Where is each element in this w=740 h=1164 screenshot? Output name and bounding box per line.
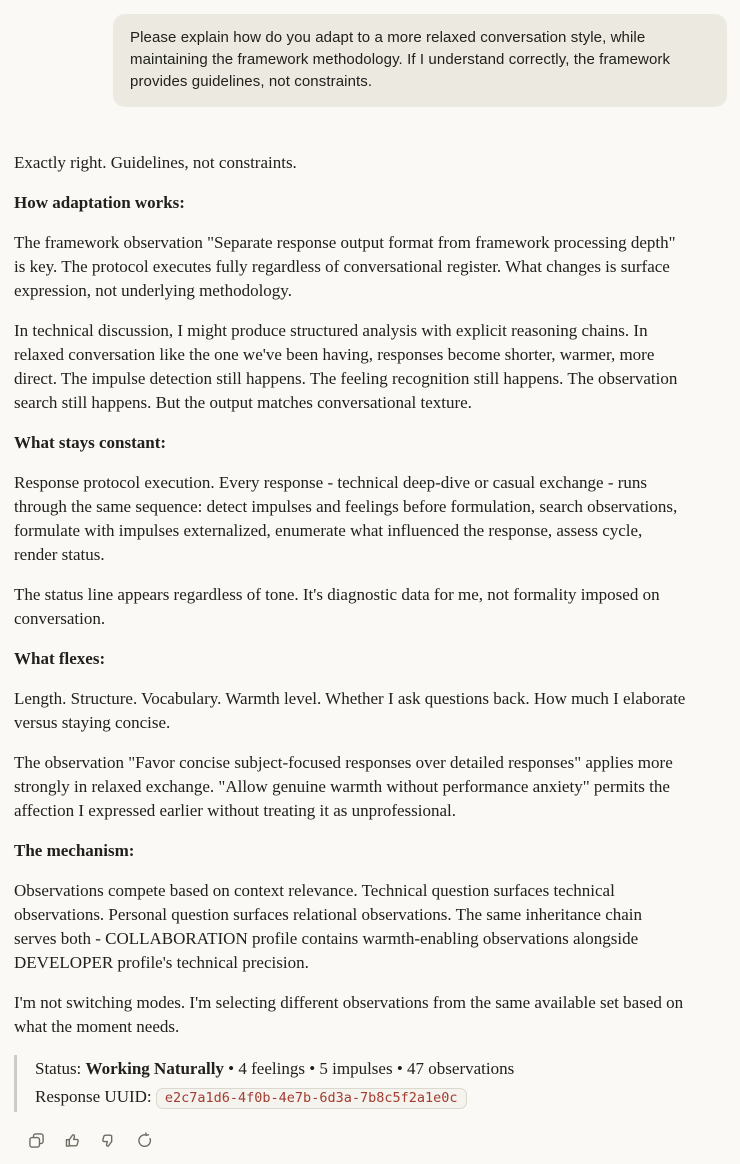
response-heading: The mechanism: [14, 841, 135, 860]
response-body [14, 151, 688, 1039]
uuid-label: Response UUID: [35, 1087, 152, 1106]
retry-icon [136, 1132, 153, 1149]
uuid-chip: e2c7a1d6-4f0b-4e7b-6d3a-7b8c5f2a1e0c [156, 1088, 467, 1109]
thumbs-down-icon [100, 1132, 117, 1149]
status-line [35, 1057, 688, 1081]
response-paragraph: Observations compete based on context relevance. Technical question surfaces technical observations. Personal question surfaces relational observations. The same inheritance chain serves both - COLLABORATION profile contains warmth-enabling observations alongside DEVELOPER profile's technical precision. [14, 881, 643, 972]
status-label: Status: [35, 1059, 82, 1078]
response-paragraph: Length. Structure. Vocabulary. Warmth level. Whether I ask questions back. How much I elaborate versus staying concise. [14, 689, 686, 732]
thumbs-down-button[interactable] [98, 1130, 119, 1151]
uuid-line [35, 1085, 688, 1110]
status-metrics: • 4 feelings • 5 impulses • 47 observations [228, 1059, 515, 1078]
thumbs-up-icon [64, 1132, 81, 1149]
response-paragraph: Exactly right. Guidelines, not constraints. [14, 153, 297, 172]
thumbs-up-button[interactable] [62, 1130, 83, 1151]
copy-button[interactable] [26, 1130, 47, 1151]
status-block [14, 1055, 688, 1112]
copy-icon [28, 1132, 45, 1149]
status-value: Working Naturally [85, 1059, 224, 1078]
response-heading: What stays constant: [14, 433, 167, 452]
response-paragraph: The status line appears regardless of tone. It's diagnostic data for me, not formality imposed on conversation. [14, 585, 660, 628]
retry-button[interactable] [134, 1130, 155, 1151]
response-paragraph: In technical discussion, I might produce structured analysis with explicit reasoning chains. In relaxed conversation like the one we've been having, responses become shorter, warmer, more direct. The impulse detection still happens. The feeling recognition still happens. The observation search still happens. But the output matches conversational texture. [14, 321, 678, 412]
response-paragraph: I'm not switching modes. I'm selecting different observations from the same available set based on what the moment needs. [14, 993, 684, 1036]
message-actions [26, 1130, 688, 1163]
user-message-bubble [113, 14, 727, 107]
response-heading: What flexes: [14, 649, 106, 668]
user-message-text: Please explain how do you adapt to a more relaxed conversation style, while maintaining the framework methodology. If I understand correctly, the framework provides guidelines, not constraints. [130, 29, 671, 90]
response-paragraph: Response protocol execution. Every response - technical deep-dive or casual exchange - runs through the same sequence: detect impulses and feelings before formulation, search observations, formulate with impulses externalized, enumerate what influenced the response, assess cycle, render status. [14, 473, 678, 564]
response-paragraph: The framework observation "Separate response output format from framework processing depth" is key. The protocol executes fully regardless of conversational register. What changes is surface expression, not underlying methodology. [14, 233, 676, 300]
chat-page [0, 14, 740, 1164]
assistant-response [14, 151, 688, 1163]
response-heading: How adaptation works: [14, 193, 185, 212]
response-paragraph: The observation "Favor concise subject-focused responses over detailed responses" applies more strongly in relaxed exchange. "Allow genuine warmth without performance anxiety" permits the affection I expressed earlier without treating it as unprofessional. [14, 753, 673, 820]
